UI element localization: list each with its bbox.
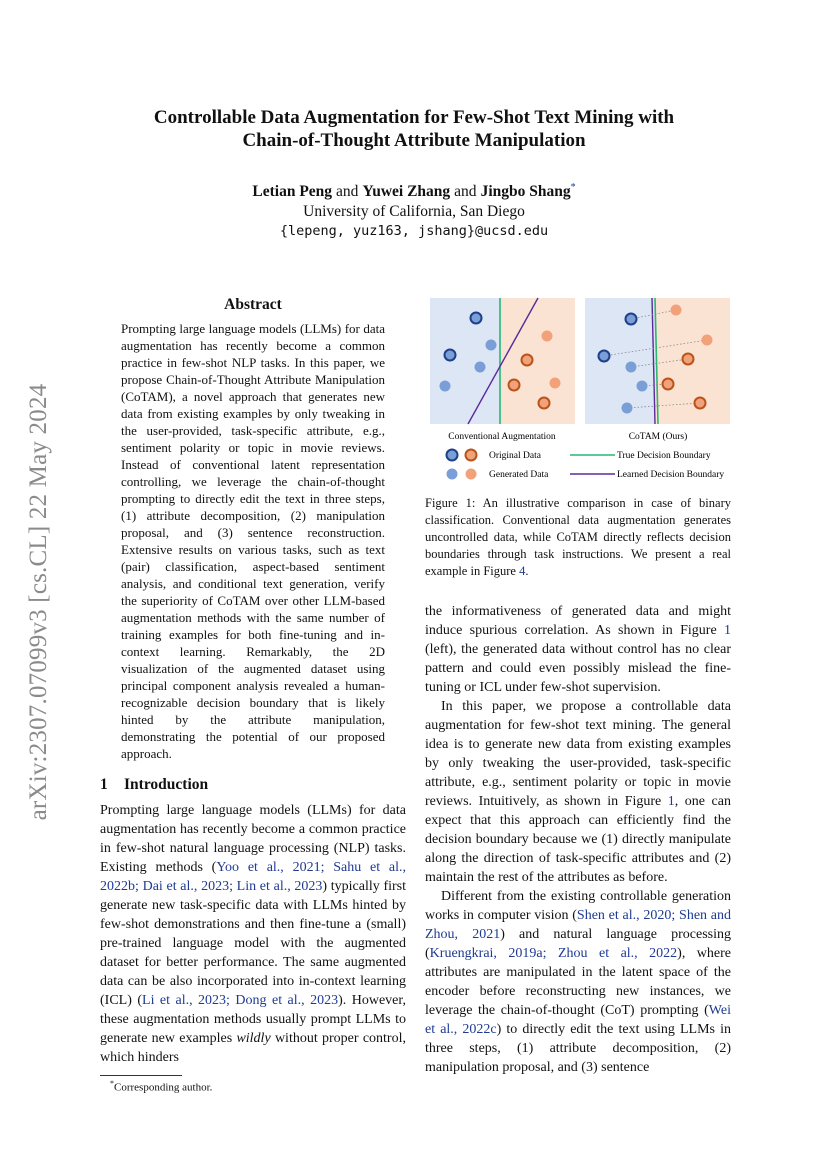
text-run: (left), the generated data without control has no clear pattern and could even possibly mislead the fine-tuning or ICL under few-shot supervision. bbox=[425, 642, 731, 695]
text-run: without proper control, which hinders bbox=[100, 1031, 406, 1065]
original-data-point bbox=[509, 380, 520, 391]
legend-generated-orange-icon bbox=[466, 469, 477, 480]
figure-1-illustration bbox=[420, 293, 740, 488]
author-list bbox=[100, 182, 728, 201]
figure-reference-link[interactable]: 1 bbox=[667, 794, 675, 809]
generated-data-point bbox=[550, 378, 561, 389]
citation-link[interactable]: Wei et al., 2022c bbox=[425, 1003, 731, 1037]
author-emails: {lepeng, yuz163, jshang}@ucsd.edu bbox=[279, 223, 549, 239]
original-data-point bbox=[695, 398, 706, 409]
legend-original-orange-icon bbox=[466, 450, 477, 461]
figure-reference-link[interactable]: 1 bbox=[724, 623, 731, 638]
original-data-point bbox=[471, 313, 482, 324]
original-data-point bbox=[663, 379, 674, 390]
abstract-text: Prompting large language models (LLMs) for data augmentation has recently become a common practice in few-shot NLP tasks. In this paper, we propose Chain-of-Thought Attribute Manipulation (CoTAM), a novel approach that generates new data from existing examples by only tweaking in the user-provided, task-specific attribute, e.g., sentiment polarity or topic in movie reviews. Instead of conventional latent representation controlling, we leverage the chain-of-thought prompting to directly edit the text in three steps, (1) attribute decomposition, (2) manipulation proposal, and (3) sentence reconstruction. Extensive results on various tasks, such as text (pair) classification, aspect-based sentiment analysis, and conditional text generation, verify the superiority of CoTAM over other LLM-based augmentation methods with the same number of training examples for both fine-tuning and in-context learning. Remarkably, the 2D visualization of the augmented dataset using principal component analysis revealed a human-recognizable decision boundary that is likely hinted by the attribute manipulation, demonstrating the potential of our proposed approach. bbox=[121, 321, 385, 761]
paragraph-related-work bbox=[425, 887, 731, 1077]
title-line-2: Chain-of-Thought Attribute Manipulation bbox=[242, 130, 586, 151]
figure-reference-link[interactable]: 4 bbox=[519, 564, 526, 578]
legend-generated-blue-icon bbox=[447, 469, 458, 480]
text-run: ) to directly edit the text using LLMs in three steps, (1) attribute decomposition, (2) manipulation proposal, and (3) sentence bbox=[425, 1022, 731, 1075]
corresponding-author-mark[interactable]: * bbox=[570, 182, 576, 193]
text-run: . bbox=[525, 564, 529, 578]
generated-data-point bbox=[637, 381, 648, 392]
footnote bbox=[100, 1079, 406, 1094]
text-run: ). However, these augmentation methods usually prompt LLMs to generate new examples bbox=[100, 993, 407, 1046]
arxiv-side-stamp bbox=[24, 357, 54, 847]
legend-original-label: Original Data bbox=[489, 451, 541, 461]
original-data-point bbox=[445, 350, 456, 361]
footnote-mark: * bbox=[110, 1079, 114, 1088]
generated-data-point bbox=[671, 305, 682, 316]
legend-generated-label: Generated Data bbox=[489, 470, 549, 480]
citation-link[interactable]: Li et al., 2023; Dong et al., 2023 bbox=[142, 993, 339, 1008]
citation-link[interactable]: Kruengkrai, 2019a; Zhou et al., 2022 bbox=[429, 946, 678, 961]
citation-link[interactable]: Yoo et al., 2021; Sahu et al., 2022b; Dai et al., 2023; Lin et al., 2023 bbox=[100, 860, 406, 894]
left-panel-blue-region bbox=[430, 298, 502, 424]
section-heading-introduction bbox=[100, 776, 406, 794]
section-number: 1 bbox=[100, 776, 108, 793]
arxiv-identifier: arXiv:2307.07099v3 [cs.CL] 22 May 2024 bbox=[25, 383, 52, 821]
footnote-text: Corresponding author. bbox=[114, 1081, 213, 1094]
author-conjunction: and bbox=[454, 183, 477, 201]
text-run: ) and natural language processing ( bbox=[425, 927, 731, 961]
generated-data-point bbox=[440, 381, 451, 392]
footnote-rule bbox=[100, 1075, 182, 1076]
generated-data-point bbox=[542, 331, 553, 342]
right-column bbox=[425, 602, 731, 1077]
original-data-point bbox=[626, 314, 637, 325]
paper-title bbox=[100, 106, 728, 152]
right-panel-label: CoTAM (Ours) bbox=[628, 432, 688, 442]
author-conjunction: and bbox=[336, 183, 359, 201]
title-line-1: Controllable Data Augmentation for Few-Shot Text Mining with bbox=[153, 107, 675, 128]
original-data-point bbox=[683, 354, 694, 365]
generated-data-point bbox=[702, 335, 713, 346]
left-panel-label: Conventional Augmentation bbox=[448, 432, 556, 442]
original-data-point bbox=[539, 398, 550, 409]
text-run: ) typically first generate new task-specific data with LLMs hinted by few-shot demonstrations and then fine-tune a (small) pre-trained language model with the augmented dataset for better performance. The same augmented data can be also incorporated into in-context learning (ICL) ( bbox=[100, 879, 406, 1008]
right-panel-blue-region bbox=[585, 298, 655, 424]
affiliation: University of California, San Diego bbox=[303, 203, 525, 220]
figure-1 bbox=[420, 293, 740, 488]
paragraph-continued bbox=[425, 602, 731, 697]
text-run: Prompting large language models (LLMs) for data augmentation has recently become a common practice in few-shot natural language processing (NLP) tasks. Existing methods ( bbox=[100, 803, 406, 875]
author-1: Letian Peng bbox=[252, 183, 333, 201]
citation-link[interactable]: Shen et al., 2020; Shen and Zhou, 2021 bbox=[425, 908, 732, 942]
text-run: , one can expect that this approach can efficiently find the decision boundary because we (1) directly manipulate along the direction of task-specific attributes and (2) maintain the rest of the attributes as before. bbox=[425, 794, 731, 885]
left-column bbox=[100, 296, 406, 1094]
text-run: In this paper, we propose a controllable data augmentation for few-shot text mining. The general idea is to generate new data from existing examples by only tweaking the user-provided, task-specific attribute, e.g., sentiment polarity or topic in movie reviews. Intuitively, as shown in Figure bbox=[425, 699, 731, 809]
generated-data-point bbox=[626, 362, 637, 373]
original-data-point bbox=[522, 355, 533, 366]
legend-learned-boundary-label: Learned Decision Boundary bbox=[617, 470, 725, 480]
text-run: Different from the existing controllable generation works in computer vision ( bbox=[425, 889, 731, 923]
legend-true-boundary-label: True Decision Boundary bbox=[617, 451, 711, 461]
text-run: ), where attributes are manipulated in the latent space of the encoder before reconstructing new instances, we leverage the chain-of-thought (CoT) prompting ( bbox=[425, 946, 731, 1018]
figure-1-caption bbox=[425, 495, 731, 580]
generated-data-point bbox=[486, 340, 497, 351]
emphasis: wildly bbox=[236, 1031, 271, 1046]
author-2: Yuwei Zhang bbox=[362, 183, 451, 201]
text-run: the informativeness of generated data and might induce spurious correlation. As shown in Figure bbox=[425, 604, 731, 638]
legend-original-blue-icon bbox=[447, 450, 458, 461]
generated-data-point bbox=[622, 403, 633, 414]
author-3: Jingbo Shang bbox=[480, 183, 571, 201]
original-data-point bbox=[599, 351, 610, 362]
text-run: Figure 1: An illustrative comparison in case of binary classification. Conventional data augmentation generates uncontrolled data, while CoTAM directly reflects decision boundaries through task instructions. We present a real example in Figure bbox=[425, 496, 731, 578]
intro-paragraph bbox=[100, 801, 406, 1067]
generated-data-point bbox=[475, 362, 486, 373]
section-title: Introduction bbox=[124, 776, 209, 793]
abstract-heading: Abstract bbox=[224, 296, 282, 313]
paragraph-proposal bbox=[425, 697, 731, 887]
